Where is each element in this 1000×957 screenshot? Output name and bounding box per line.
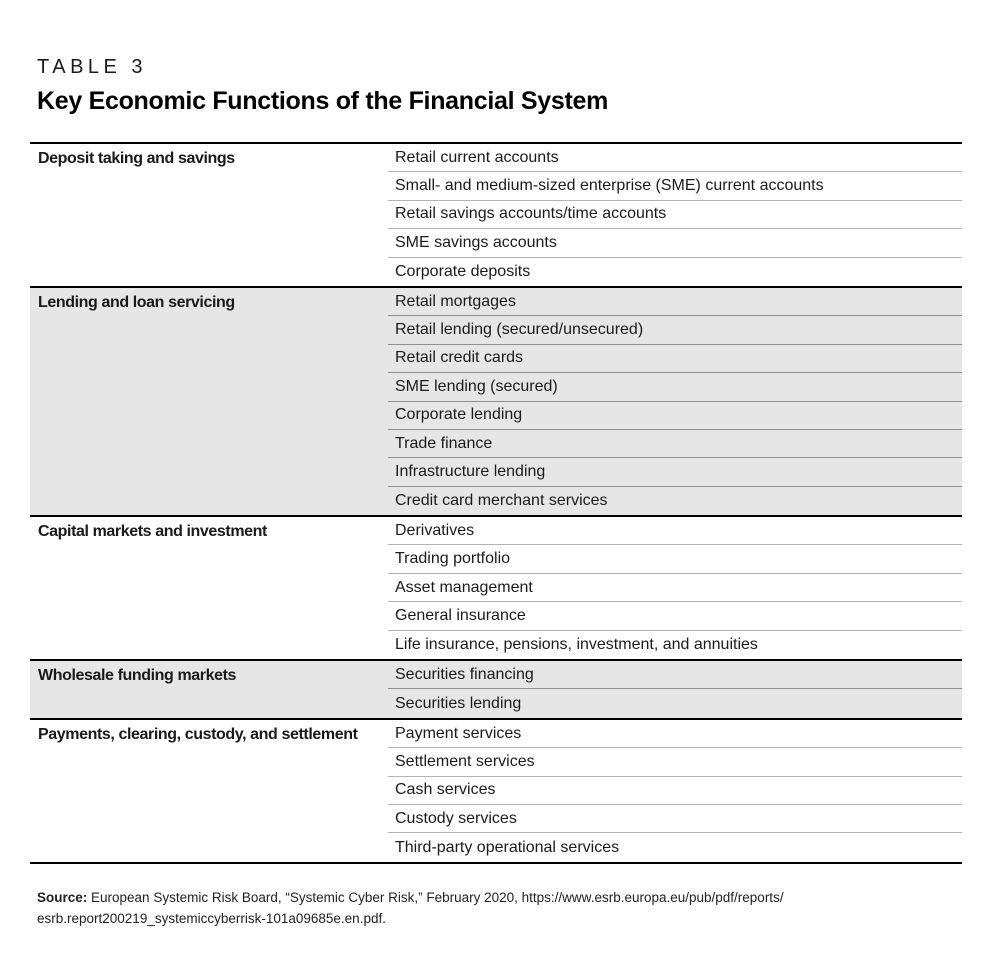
item-label: Credit card merchant services — [395, 491, 608, 509]
item-label: Custody services — [395, 809, 517, 827]
item-label: Corporate deposits — [395, 262, 531, 280]
table-title: Key Economic Functions of the Financial System — [37, 87, 609, 115]
key-economic-functions-table — [30, 142, 962, 864]
table-row — [388, 602, 962, 630]
table-row — [388, 316, 962, 344]
item-label: Trade finance — [395, 434, 493, 452]
item-label: General insurance — [395, 606, 526, 624]
item-label: Payment services — [395, 724, 522, 742]
item-label: Retail current accounts — [395, 148, 559, 166]
source-label: Source: — [37, 889, 88, 905]
table-group — [30, 659, 962, 718]
item-label: Settlement services — [395, 752, 535, 770]
table-number-label: TABLE 3 — [37, 56, 148, 78]
table-row — [388, 574, 962, 602]
item-label: Securities financing — [395, 665, 534, 683]
table-group — [30, 718, 962, 862]
category-label: Payments, clearing, custody, and settlement — [38, 725, 358, 743]
category-label: Wholesale funding markets — [38, 667, 237, 685]
table-row — [388, 172, 962, 200]
table-row — [388, 777, 962, 805]
table-row — [388, 430, 962, 458]
item-label: Infrastructure lending — [395, 462, 546, 480]
table-row — [388, 288, 962, 316]
table-row — [388, 402, 962, 430]
table-row — [388, 458, 962, 486]
item-label: Retail mortgages — [395, 292, 516, 310]
category-label: Deposit taking and savings — [38, 150, 235, 167]
table-row — [388, 631, 962, 659]
table-row — [388, 517, 962, 545]
table-row — [388, 689, 962, 717]
table-group — [30, 515, 962, 659]
table-row — [388, 345, 962, 373]
category-label: Lending and loan servicing — [38, 293, 235, 311]
category-label: Capital markets and investment — [38, 523, 267, 541]
table-group — [30, 286, 962, 515]
items-column — [388, 288, 962, 515]
items-column — [388, 661, 962, 718]
source-text-line2: esrb.report200219_systemiccyberrisk-101a09685e.en.pdf. — [37, 910, 386, 926]
item-label: Trading portfolio — [395, 550, 511, 568]
source-text-line1: European Systemic Risk Board, “Systemic Cyber Risk,” February 2020, https://www.esrb.europa.eu/pub/pdf/reports/ — [87, 889, 784, 905]
item-label: Life insurance, pensions, investment, and annuities — [395, 635, 758, 653]
source-note — [37, 888, 1000, 930]
table-row — [388, 487, 962, 515]
table-row — [388, 229, 962, 257]
items-column — [388, 517, 962, 659]
item-label: Securities lending — [395, 694, 522, 712]
item-label: Third-party operational services — [395, 838, 620, 856]
table-group — [30, 144, 962, 286]
items-column — [388, 720, 962, 862]
item-label: Asset management — [395, 578, 533, 596]
item-label: Cash services — [395, 781, 496, 799]
table-row — [388, 805, 962, 833]
table-row — [388, 720, 962, 748]
items-column — [388, 144, 962, 286]
table-row — [388, 258, 962, 286]
table-row — [388, 748, 962, 776]
item-label: Corporate lending — [395, 406, 523, 424]
item-label: Retail credit cards — [395, 349, 524, 367]
item-label: Retail lending (secured/unsecured) — [395, 321, 644, 339]
item-label: Retail savings accounts/time accounts — [395, 205, 667, 223]
item-label: SME lending (secured) — [395, 377, 558, 395]
item-label: Derivatives — [395, 521, 475, 539]
table-row — [388, 373, 962, 401]
table-row — [388, 144, 962, 172]
table-row — [388, 661, 962, 689]
item-label: SME savings accounts — [395, 233, 557, 251]
table-row — [388, 201, 962, 229]
table-row — [388, 833, 962, 861]
item-label: Small- and medium-sized enterprise (SME) current accounts — [395, 177, 824, 195]
table-row — [388, 545, 962, 573]
